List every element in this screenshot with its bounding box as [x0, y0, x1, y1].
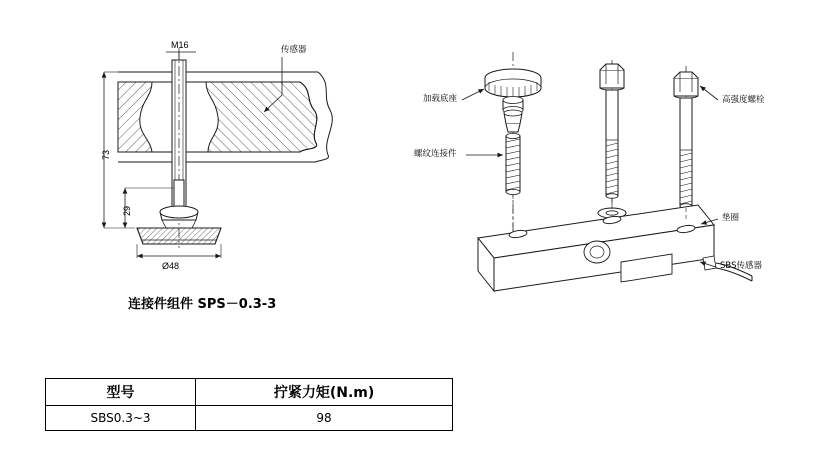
dimension-diameter-48: Ø48 — [162, 261, 180, 271]
label-sbs-sensor: SBS传感器 — [720, 261, 762, 271]
table-header-torque: 拧紧力矩(N.m) — [196, 379, 453, 406]
cell-torque: 98 — [196, 406, 453, 431]
dimension-29: 29 — [122, 205, 132, 216]
cell-model: SBS0.3~3 — [46, 406, 196, 431]
table-row — [46, 406, 453, 431]
left-view-caption: 连接件组件 SPS－0.3-3 — [128, 297, 277, 312]
label-sensor: 传感器 — [281, 45, 307, 55]
table-header-model: 型号 — [46, 379, 196, 406]
left-section-view — [104, 48, 332, 258]
dimension-73: 73 — [101, 149, 111, 160]
label-thread-connector: 螺纹连接件 — [414, 149, 457, 159]
label-high-strength-bolt: 高强度螺栓 — [722, 95, 765, 105]
torque-spec-table — [45, 378, 453, 431]
label-washer: 垫圈 — [722, 213, 740, 223]
right-exploded-view — [462, 52, 752, 291]
label-m16: M16 — [171, 40, 189, 50]
table-header-row — [46, 379, 453, 406]
label-load-base: 加载底座 — [423, 94, 458, 104]
